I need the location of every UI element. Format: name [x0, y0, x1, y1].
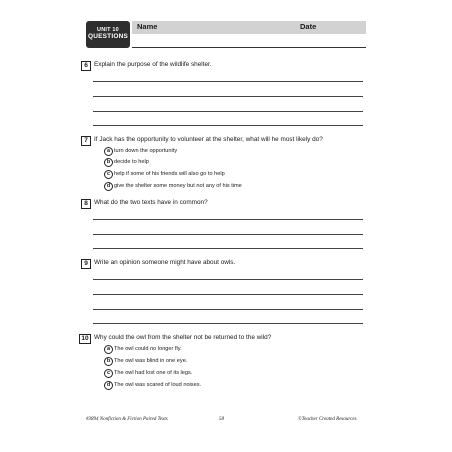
option-d-text: The owl was scared of loud noises.	[114, 382, 202, 388]
question-10-text: Why could the owl from the shelter not be returned to the wild?	[94, 334, 272, 341]
option-b-circle[interactable]: b	[104, 357, 113, 366]
footer-book-title: #3894 Nonfiction & Fiction Paired Texts	[86, 417, 168, 422]
option-c-circle[interactable]: c	[104, 369, 113, 378]
answer-line[interactable]	[93, 234, 363, 235]
option-a-text: The owl could no longer fly.	[114, 346, 182, 352]
option-a-circle[interactable]: a	[104, 147, 113, 156]
answer-line[interactable]	[93, 125, 363, 126]
unit-badge	[86, 21, 130, 48]
option-b-circle[interactable]: b	[104, 158, 113, 167]
option-a-text: turn down the opportunity	[114, 148, 178, 154]
answer-line[interactable]	[93, 294, 363, 295]
unit-number: UNIT 10	[97, 27, 119, 33]
option-d-text: give the shelter some money but not any of his time	[114, 183, 242, 189]
answer-line[interactable]	[93, 81, 363, 82]
answer-line[interactable]	[93, 323, 363, 324]
question-number-8: 8	[81, 199, 91, 209]
option-c-circle[interactable]: c	[104, 170, 113, 179]
question-number-7: 7	[81, 136, 91, 146]
option-d-circle[interactable]: d	[104, 182, 113, 191]
option-c-text: help if some of his friends will also go to help	[114, 171, 225, 177]
name-date-bar	[132, 21, 366, 34]
answer-line[interactable]	[93, 309, 363, 310]
option-b-text: decide to help	[114, 159, 149, 165]
option-b-text: The owl was blind in one eye.	[114, 358, 188, 364]
question-number-6: 6	[81, 61, 91, 71]
header-divider	[132, 47, 366, 48]
date-label: Date	[300, 22, 317, 31]
question-9-text: Write an opinion someone might have about owls.	[94, 259, 236, 266]
name-label: Name	[137, 22, 158, 31]
option-a-circle[interactable]: a	[104, 345, 113, 354]
answer-line[interactable]	[93, 279, 363, 280]
answer-line[interactable]	[93, 111, 363, 112]
answer-line[interactable]	[93, 248, 363, 249]
question-number-9: 9	[81, 259, 91, 269]
question-number-10: 10	[79, 334, 91, 344]
unit-heading: QUESTIONS	[87, 33, 129, 40]
option-c-text: The owl had lost one of its legs.	[114, 370, 193, 376]
footer-page-number: 58	[219, 417, 224, 422]
question-7-text: If Jack has the opportunity to volunteer at the shelter, what will he most likely do?	[94, 136, 323, 143]
option-d-circle[interactable]: d	[104, 381, 113, 390]
answer-line[interactable]	[93, 96, 363, 97]
answer-line[interactable]	[93, 219, 363, 220]
footer-publisher: ©Teacher Created Resources	[298, 417, 357, 422]
question-8-text: What do the two texts have in common?	[94, 199, 208, 206]
question-6-text: Explain the purpose of the wildlife shelter.	[94, 61, 212, 68]
